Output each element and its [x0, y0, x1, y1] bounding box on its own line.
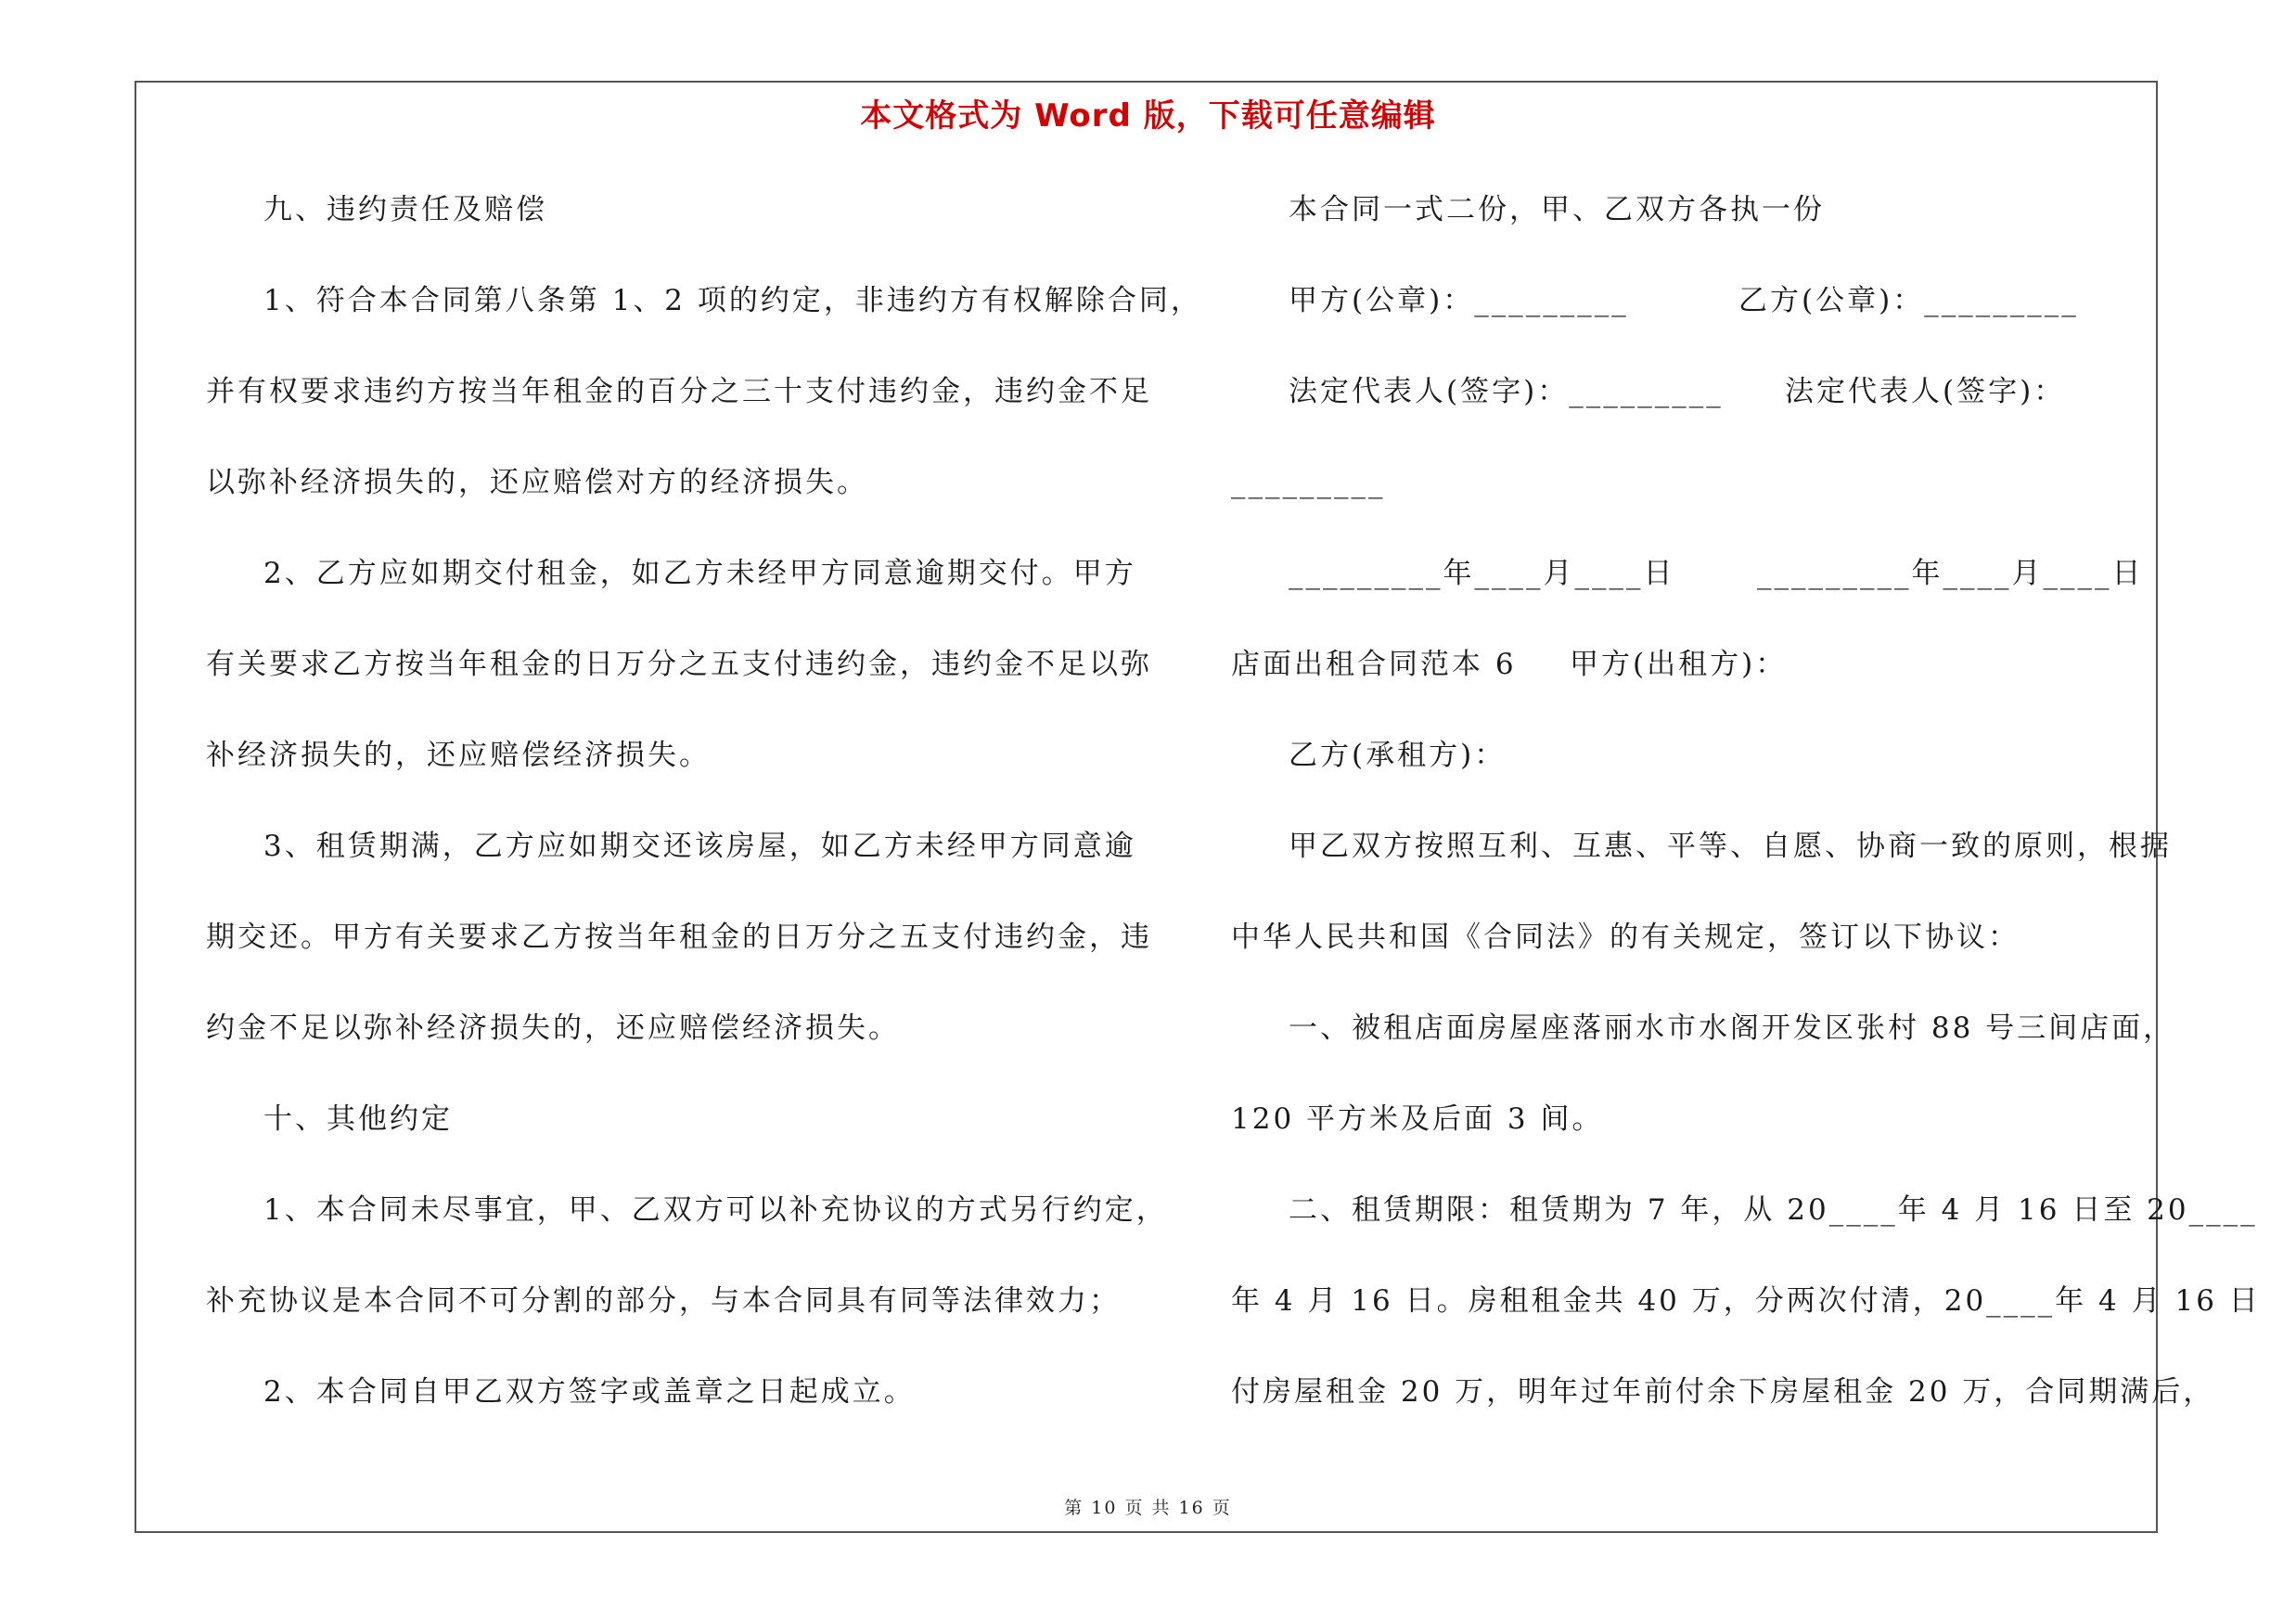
- page-number: 第 10 页 共 16 页: [1064, 1498, 1232, 1518]
- seal-party-a: 甲方(公章)：_________: [1289, 284, 1629, 317]
- text-line: 中华人民共和国《合同法》的有关规定，签订以下协议：: [1231, 921, 2020, 954]
- section-heading: 九、违约责任及赔偿: [263, 193, 547, 226]
- date-party-a: _________年____月____日: [1289, 557, 1675, 590]
- text-line: 有关要求乙方按当年租金的日万分之五支付违约金，违约金不足以弥: [206, 648, 1152, 681]
- date-row: [1231, 546, 2159, 637]
- text-line: 2、本合同自甲乙双方签字或盖章之日起成立。: [263, 1375, 916, 1409]
- sample-title: 店面出租合同范本 6: [1231, 648, 1517, 681]
- text-line: 以弥补经济损失的，还应赔偿对方的经济损失。: [206, 466, 868, 499]
- editable-notice: 本文格式为 Word 版，下载可任意编辑: [860, 97, 1436, 135]
- text-line: 2、乙方应如期交付租金，如乙方未经甲方同意逾期交付。甲方: [263, 557, 1136, 590]
- text-line: 年 4 月 16 日。房租租金共 40 万，分两次付清，20____年 4 月 16 日: [1231, 1284, 2261, 1318]
- party-a-label: 甲方(出租方)：: [1570, 648, 1788, 681]
- representative-row: [1231, 364, 2159, 455]
- text-line: 约金不足以弥补经济损失的，还应赔偿经济损失。: [206, 1011, 900, 1045]
- text-line: 期交还。甲方有关要求乙方按当年租金的日万分之五支付违约金，违: [206, 921, 1152, 954]
- right-column: [1231, 182, 2261, 1455]
- copies-statement: 本合同一式二份，甲、乙双方各执一份: [1289, 193, 1825, 226]
- text-line: 120 平方米及后面 3 间。: [1231, 1102, 1604, 1136]
- seal-party-b: 乙方(公章)：_________: [1738, 284, 2079, 317]
- text-line: 付房屋租金 20 万，明年过年前付余下房屋租金 20 万，合同期满后，: [1231, 1375, 2215, 1409]
- left-column: [206, 182, 1202, 1455]
- date-party-b: _________年____月____日: [1757, 557, 2144, 590]
- text-line: 补充协议是本合同不可分割的部分，与本合同具有同等法律效力；: [206, 1284, 1121, 1318]
- section-heading: 十、其他约定: [263, 1102, 453, 1136]
- representative-party-a: 法定代表人(签字)：_________: [1289, 375, 1724, 408]
- text-line: 并有权要求违约方按当年租金的百分之三十支付违约金，违约金不足: [206, 375, 1152, 408]
- sample-title-row: [1231, 637, 2159, 728]
- text-line: 一、被租店面房屋座落丽水市水阁开发区张村 88 号三间店面，: [1289, 1011, 2175, 1045]
- seal-row: [1231, 273, 2159, 364]
- representative-blank: _________: [1231, 466, 1386, 499]
- text-line: 3、租赁期满，乙方应如期交还该房屋，如乙方未经甲方同意逾: [263, 830, 1136, 863]
- text-line: 甲乙双方按照互利、互惠、平等、自愿、协商一致的原则，根据: [1289, 830, 2172, 863]
- representative-party-b: 法定代表人(签字)：: [1785, 375, 2066, 408]
- text-line: 二、租赁期限：租赁期为 7 年，从 20____年 4 月 16 日至 20____: [1289, 1193, 2258, 1227]
- text-line: 1、本合同未尽事宜，甲、乙双方可以补充协议的方式另行约定，: [263, 1193, 1168, 1227]
- text-line: 1、符合本合同第八条第 1、2 项的约定，非违约方有权解除合同，: [263, 284, 1202, 317]
- party-b-label: 乙方(承租方)：: [1289, 739, 1507, 772]
- text-line: 补经济损失的，还应赔偿经济损失。: [206, 739, 711, 772]
